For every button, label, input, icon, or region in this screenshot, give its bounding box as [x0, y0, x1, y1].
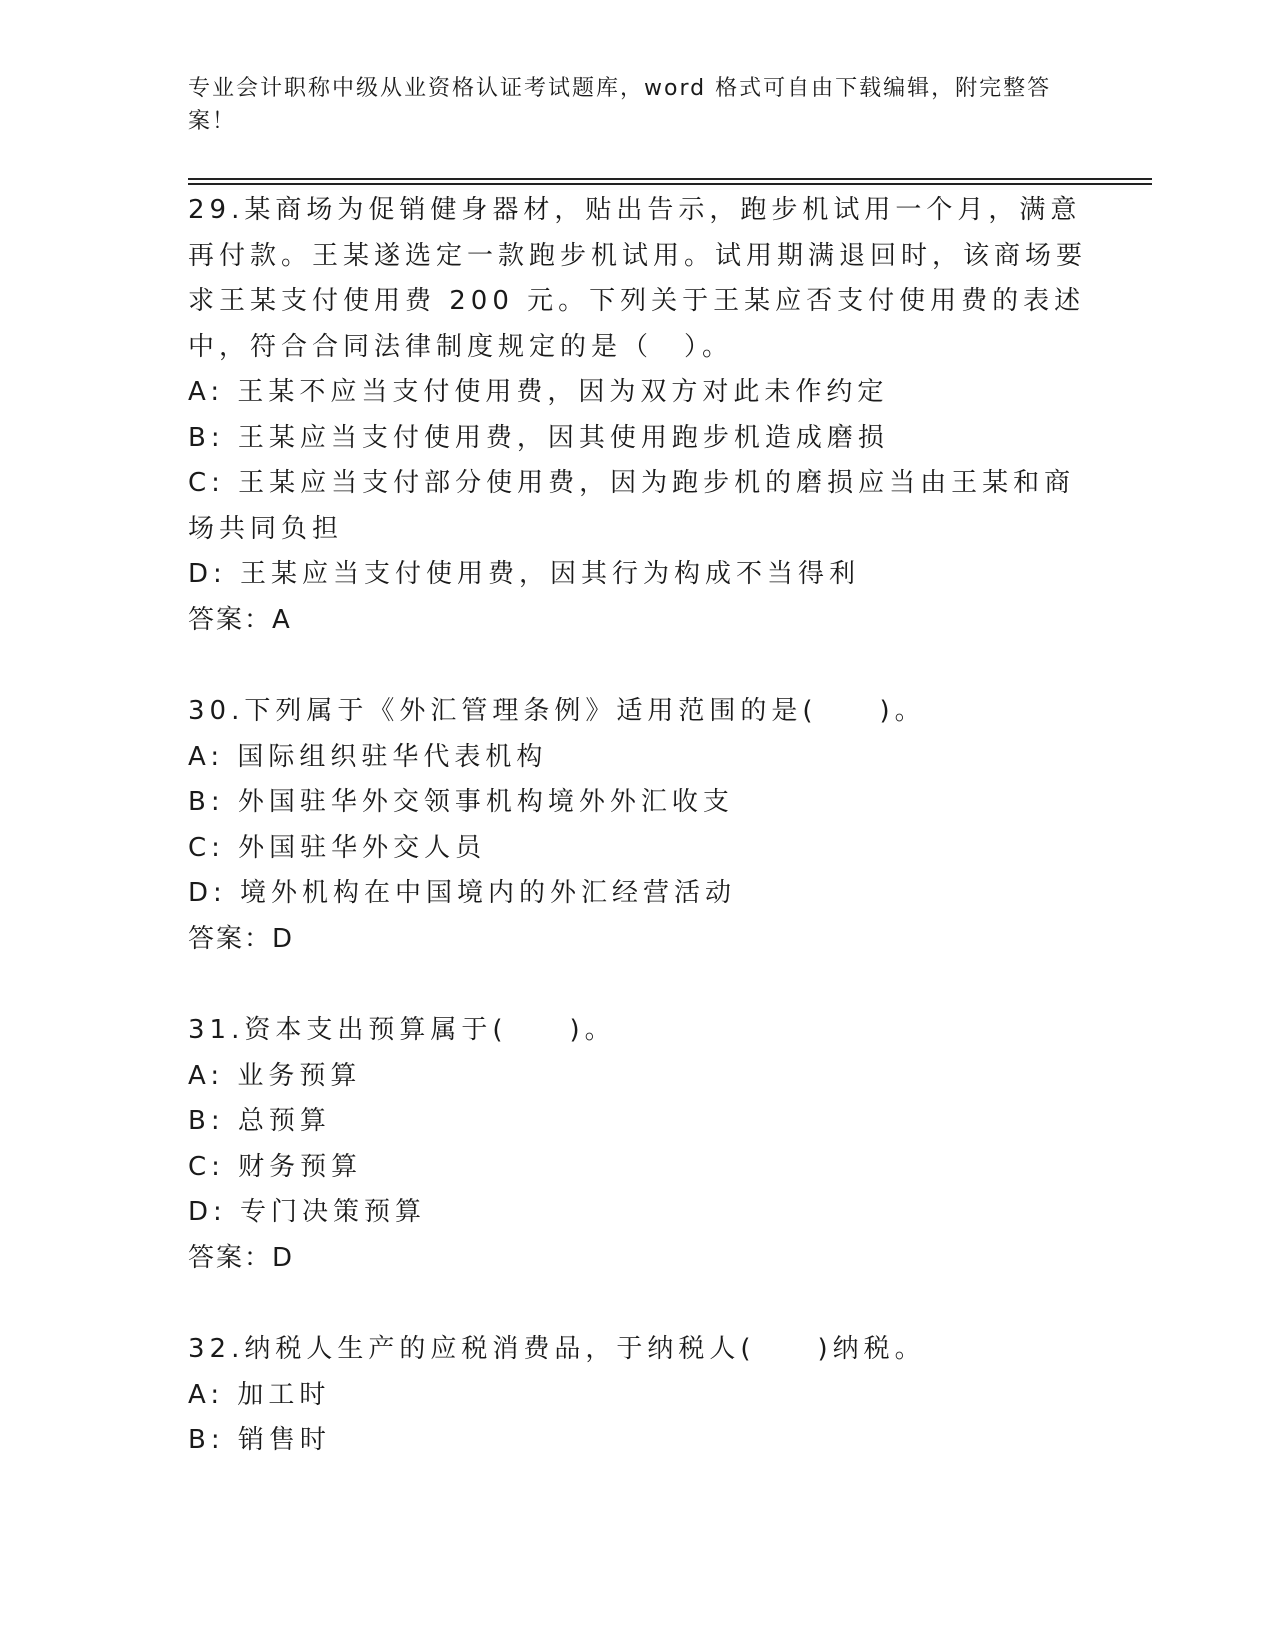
question-stem: 31.资本支出预算属于( )。 [188, 1015, 616, 1045]
answer-label: 答案： [188, 1242, 273, 1273]
question-stem: 30.下列属于《外汇管理条例》适用范围的是( )。 [188, 696, 926, 726]
question-32 [188, 1327, 1088, 1464]
option-b: B: 王某应当支付使用费，因其使用跑步机造成磨损 [188, 422, 889, 453]
option-a: A: 加工时 [188, 1379, 331, 1410]
option-c: C: 外国驻华外交人员 [188, 832, 487, 863]
document-header: 专业会计职称中级从业资格认证考试题库，word 格式可自由下载编辑，附完整答案！ [188, 76, 1052, 134]
answer-value: A [272, 604, 290, 635]
option-c: C: 财务预算 [188, 1151, 363, 1182]
question-list [188, 188, 1088, 1510]
question-31 [188, 1008, 1088, 1281]
answer-line [188, 917, 1088, 963]
header-divider-bottom [188, 183, 1152, 185]
answer-label: 答案： [188, 604, 273, 635]
option-a: A: 王某不应当支付使用费，因为双方对此未作约定 [188, 377, 889, 407]
answer-line [188, 1236, 1088, 1282]
option-b: B: 总预算 [188, 1106, 331, 1136]
option-b: B: 销售时 [188, 1425, 331, 1455]
option-c: C: 王某应当支付部分使用费，因为跑步机的磨损应当由王某和商场共同负担 [188, 468, 1076, 544]
header-divider-top [188, 178, 1152, 180]
question-stem: 32.纳税人生产的应税消费品，于纳税人( )纳税。 [188, 1334, 926, 1364]
answer-value: D [272, 1242, 293, 1273]
option-d: D: 境外机构在中国境内的外汇经营活动 [188, 878, 737, 908]
option-b: B: 外国驻华外交领事机构境外外汇收支 [188, 787, 734, 817]
question-29 [188, 188, 1088, 643]
option-a: A: 国际组织驻华代表机构 [188, 741, 548, 772]
option-d: D: 专门决策预算 [188, 1197, 427, 1227]
question-30 [188, 689, 1088, 962]
answer-label: 答案： [188, 923, 273, 954]
question-stem: 29.某商场为促销健身器材，贴出告示，跑步机试用一个月，满意再付款。王某遂选定一款跑步机试用。试用期满退回时，该商场要求王某支付使用费 200 元。下列关于王某应否支付使用费的表述中，符合合同法律制度规定的是（ ）。 [188, 195, 1088, 362]
option-d: D: 王某应当支付使用费，因其行为构成不当得利 [188, 559, 861, 589]
answer-value: D [272, 923, 293, 954]
answer-line [188, 598, 1088, 644]
option-a: A: 业务预算 [188, 1060, 362, 1091]
